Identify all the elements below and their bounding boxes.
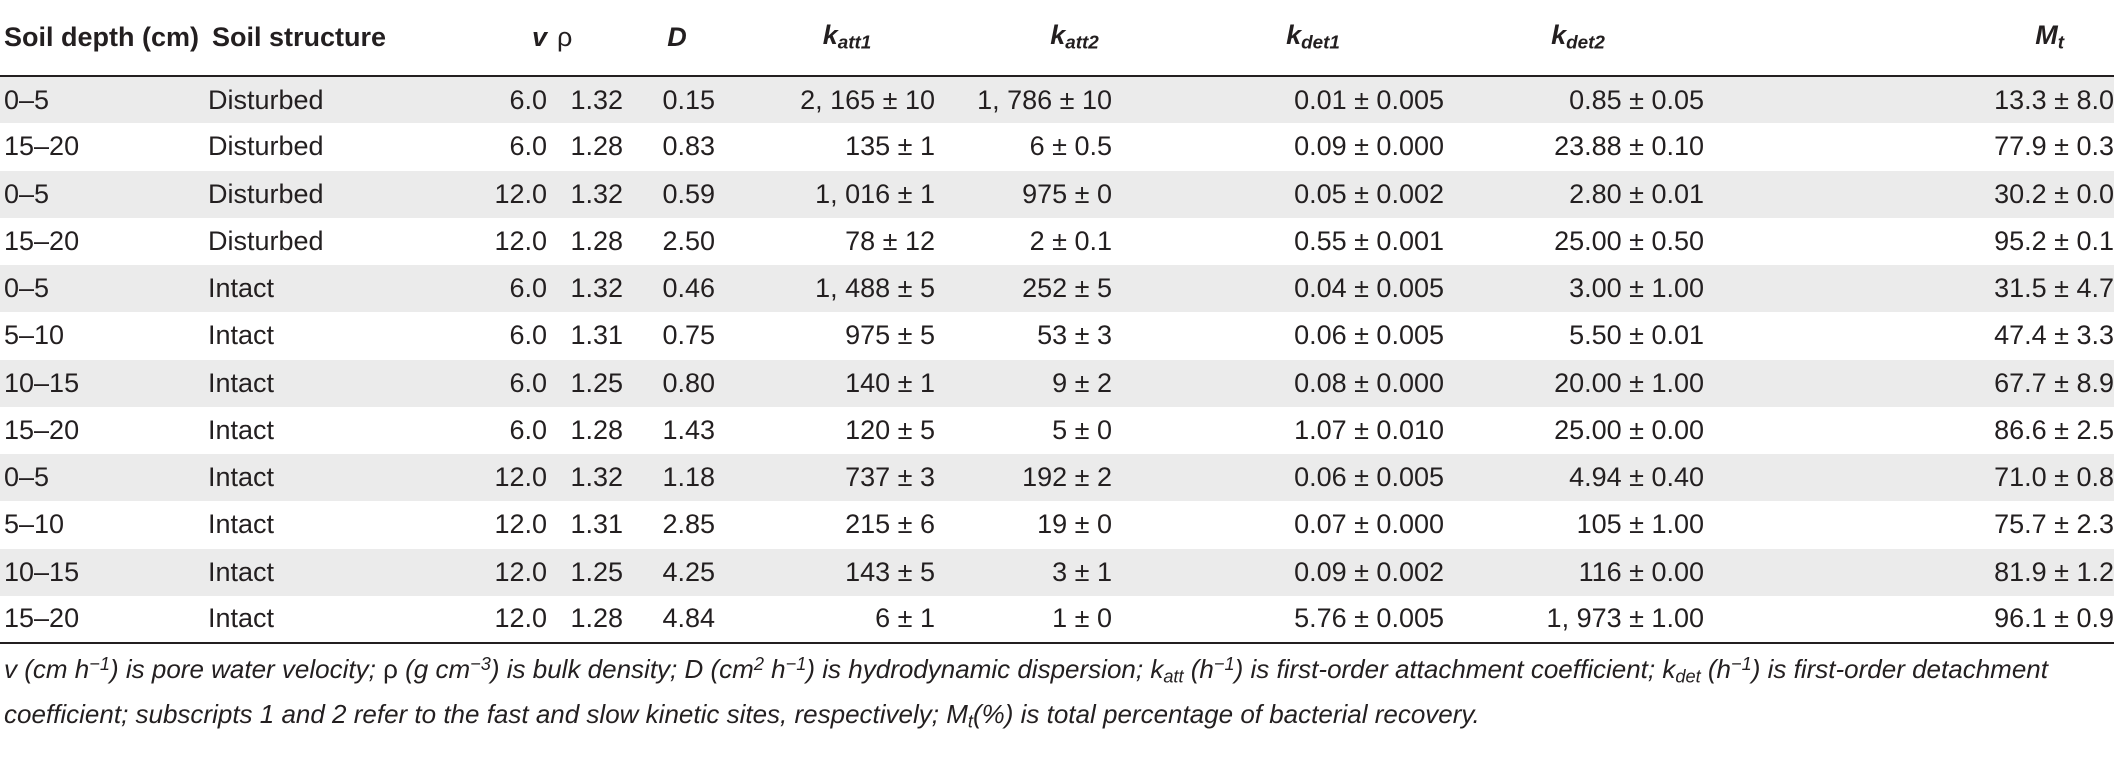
cell-rho: 1.32 [570,84,623,115]
cell-katt2: 19 ± 0 [1037,509,1112,540]
cell-structure: Intact [208,320,275,351]
col-header-katt1 [727,0,967,76]
footnote-d-exp2: −1 [785,654,807,674]
cell-Mt: 86.6 ± 2.5 [1994,414,2114,445]
cell-kdet2: 25.00 ± 0.50 [1554,225,1704,256]
cell-v: 6.0 [509,131,547,162]
cell-depth: 5–10 [4,509,65,540]
col-header-kdet2-sub: det2 [1566,32,1605,54]
cell-structure: Disturbed [208,178,324,209]
col-header-kdet1-base: k [1286,20,1302,51]
cell-kdet1: 0.06 ± 0.005 [1294,320,1444,351]
header-row [0,0,2114,76]
footnote-d-unit: (cm [703,654,754,685]
cell-v: 12.0 [494,178,547,209]
footnote-rho-unit: (g cm [397,654,471,685]
cell-depth: 10–15 [4,367,80,398]
cell-D: 0.59 [662,178,715,209]
cell-kdet1: 0.06 ± 0.005 [1294,462,1444,493]
table-row [0,501,2114,548]
cell-kdet1: 0.04 ± 0.005 [1294,273,1444,304]
cell-katt2: 192 ± 2 [1022,462,1112,493]
cell-katt1: 975 ± 5 [845,320,935,351]
cell-Mt: 75.7 ± 2.3 [1994,509,2114,540]
cell-Mt: 67.7 ± 8.9 [1994,367,2114,398]
cell-katt2: 3 ± 1 [1052,556,1112,587]
cell-kdet2: 116 ± 0.00 [1578,556,1704,587]
col-header-kdet1-sub: det1 [1301,32,1340,54]
cell-katt1: 140 ± 1 [845,367,935,398]
cell-katt1: 78 ± 12 [845,225,935,256]
cell-rho: 1.31 [570,320,623,351]
cell-D: 4.84 [627,596,727,643]
table-row [0,265,2114,312]
cell-depth: 10–15 [4,556,80,587]
col-header-katt1-base: k [822,20,838,51]
table-row [0,171,2114,218]
cell-depth: 5–10 [4,320,65,351]
cell-katt2: 9 ± 2 [1052,367,1112,398]
cell-v: 12.0 [494,225,547,256]
col-header-dispersion-text: D [667,22,687,52]
footnote-rho-desc: ) is bulk density; [490,654,685,685]
cell-depth: 0–5 [4,273,50,304]
cell-rho: 1.28 [570,131,623,162]
cell-depth: 15–20 [0,596,208,643]
col-header-density-text: ρ [557,22,573,52]
cell-kdet2: 105 ± 1.00 [1576,509,1704,540]
col-header-recovery-base: M [2035,20,2058,51]
col-header-kdet2 [1444,0,1712,76]
footnote-katt-base: k [1150,654,1164,685]
cell-rho: 1.32 [570,273,623,304]
cell-katt2: 6 ± 0.5 [1029,131,1112,162]
cell-D: 1.43 [662,414,715,445]
footnote-kdet-unit: (h [1700,654,1731,685]
cell-depth: 15–20 [4,225,80,256]
cell-Mt: 95.2 ± 0.1 [1994,225,2114,256]
col-header-structure: Soil structure [208,0,378,76]
table-row [0,360,2114,407]
col-header-recovery [1712,0,2114,76]
cell-Mt: 30.2 ± 0.0 [1994,178,2114,209]
cell-Mt: 31.5 ± 4.7 [1994,273,2114,304]
table-row [0,218,2114,265]
col-header-katt2-base: k [1050,20,1066,51]
cell-depth: 0–5 [4,178,50,209]
cell-kdet2: 25.00 ± 0.00 [1554,414,1704,445]
cell-v: 6.0 [509,367,547,398]
cell-kdet1: 0.55 ± 0.001 [1294,225,1444,256]
cell-structure: Intact [208,596,378,643]
cell-kdet1: 0.09 ± 0.002 [1294,556,1444,587]
col-header-density [547,0,627,76]
cell-kdet1: 5.76 ± 0.005 [1182,596,1444,643]
footnote-kdet-exp: −1 [1731,654,1752,674]
cell-rho: 1.32 [570,178,623,209]
cell-rho: 1.25 [570,556,623,587]
cell-Mt: 47.4 ± 3.3 [1994,320,2114,351]
cell-D: 0.83 [662,131,715,162]
footnote-v-desc: ) is pore water velocity; [109,654,384,685]
cell-katt1: 143 ± 5 [845,556,935,587]
cell-kdet2: 2.80 ± 0.01 [1569,178,1704,209]
cell-structure: Disturbed [208,84,324,115]
cell-Mt: 96.1 ± 0.9 [1712,596,2114,643]
cell-katt2: 2 ± 0.1 [1029,225,1112,256]
cell-v: 6.0 [509,414,547,445]
cell-structure: Intact [208,367,275,398]
cell-kdet2: 5.50 ± 0.01 [1569,320,1704,351]
col-header-katt2-sub: att2 [1065,32,1099,54]
table-row [0,549,2114,596]
cell-kdet2: 23.88 ± 0.10 [1554,131,1704,162]
cell-rho: 1.28 [547,596,627,643]
cell-v: 12.0 [494,462,547,493]
table-row [0,123,2114,170]
cell-katt2: 5 ± 0 [1052,414,1112,445]
col-header-katt1-sub: att1 [837,32,872,54]
cell-structure: Intact [208,556,275,587]
cell-structure: Intact [208,462,275,493]
cell-D: 0.75 [662,320,715,351]
cell-v: 12.0 [494,509,547,540]
footnote-rho-symbol: ρ [383,654,398,685]
cell-katt2: 1 ± 0 [967,596,1182,643]
cell-katt1: 215 ± 6 [845,509,935,540]
table-row [0,76,2114,123]
cell-kdet2: 20.00 ± 1.00 [1554,367,1704,398]
footnote-d-desc: ) is hydrodynamic dispersion; [806,654,1151,685]
cell-depth: 0–5 [4,462,50,493]
cell-Mt: 13.3 ± 8.0 [1994,84,2114,115]
cell-katt2: 252 ± 5 [1022,273,1112,304]
col-header-velocity-text: v [531,22,547,52]
cell-depth: 0–5 [4,84,50,115]
cell-katt1: 2, 165 ± 10 [800,84,935,115]
table-row [0,596,2114,643]
cell-kdet1: 1.07 ± 0.010 [1294,414,1444,445]
cell-kdet1: 0.01 ± 0.005 [1294,84,1444,115]
cell-D: 2.50 [662,225,715,256]
cell-Mt: 77.9 ± 0.3 [1994,131,2114,162]
footnote-katt-desc: ) is first-order attachment coefficient; [1234,654,1663,685]
cell-kdet2: 0.85 ± 0.05 [1569,84,1704,115]
footnote-v-symbol: v [4,654,17,685]
cell-rho: 1.31 [570,509,623,540]
cell-kdet1: 0.09 ± 0.000 [1294,131,1444,162]
cell-D: 0.15 [662,84,715,115]
cell-rho: 1.28 [570,225,623,256]
cell-katt1: 1, 488 ± 5 [815,273,935,304]
footnote-d-symbol: D [684,654,704,685]
cell-D: 2.85 [662,509,715,540]
cell-katt1: 1, 016 ± 1 [815,178,935,209]
footnote-v-exp: −1 [89,654,110,674]
footnote-kdet-desc: ) is first-order detachment coefficient; subscripts 1 and 2 refer to the fast and slow kinetic sites, respectively; [4,654,2048,729]
footnote-rho-exp: −3 [470,654,491,674]
cell-katt1: 6 ± 1 [727,596,967,643]
cell-rho: 1.32 [570,462,623,493]
table-row [0,454,2114,501]
col-header-velocity [378,0,547,76]
col-header-dispersion [627,0,727,76]
table-row [0,407,2114,454]
footnote-katt-sub: att [1163,666,1184,687]
cell-D: 0.80 [662,367,715,398]
cell-structure: Intact [208,509,275,540]
cell-katt1: 120 ± 5 [845,414,935,445]
cell-kdet2: 4.94 ± 0.40 [1569,462,1704,493]
cell-rho: 1.25 [570,367,623,398]
cell-rho: 1.28 [570,414,623,445]
cell-kdet1: 0.07 ± 0.000 [1294,509,1444,540]
footnote-d-unit-mid: h [763,654,786,685]
footnote-katt-unit: (h [1183,654,1214,685]
table-footnote [4,646,2110,740]
footnote-mt-sub: t [967,711,973,732]
table-row [0,312,2114,359]
cell-structure: Intact [208,414,275,445]
cell-structure: Disturbed [208,131,324,162]
cell-D: 1.18 [662,462,715,493]
cell-kdet1: 0.05 ± 0.002 [1294,178,1444,209]
col-header-kdet2-base: k [1551,20,1567,51]
cell-depth: 15–20 [4,414,80,445]
cell-structure: Intact [208,273,275,304]
cell-v: 12.0 [494,556,547,587]
cell-Mt: 71.0 ± 0.8 [1994,462,2114,493]
cell-v: 12.0 [378,596,547,643]
cell-kdet2: 1, 973 ± 1.00 [1444,596,1712,643]
cell-katt1: 737 ± 3 [845,462,935,493]
footnote-kdet-base: k [1662,654,1676,685]
table-body [0,76,2114,643]
cell-D: 0.46 [662,273,715,304]
cell-katt2: 1, 786 ± 10 [977,84,1112,115]
col-header-depth: Soil depth (cm) [0,0,208,76]
footnote-mt-base: M [946,698,968,729]
cell-depth: 15–20 [4,131,80,162]
footnote-katt-exp: −1 [1213,654,1235,674]
cell-v: 6.0 [509,273,547,304]
cell-katt1: 135 ± 1 [845,131,935,162]
cell-katt2: 53 ± 3 [1037,320,1112,351]
col-header-katt2 [967,0,1182,76]
col-header-recovery-sub: t [2057,32,2064,54]
cell-katt2: 975 ± 0 [1022,178,1112,209]
cell-kdet1: 0.08 ± 0.000 [1294,367,1444,398]
cell-kdet2: 3.00 ± 1.00 [1569,273,1704,304]
footnote-v-unit: (cm h [17,654,90,685]
cell-v: 6.0 [509,320,547,351]
col-header-kdet1 [1182,0,1444,76]
cell-D: 4.25 [662,556,715,587]
cell-v: 6.0 [509,84,547,115]
cell-structure: Disturbed [208,225,324,256]
footnote-d-exp1: 2 [753,654,764,674]
footnote-mt-desc: (%) is total percentage of bacterial recovery. [972,698,1480,729]
footnote-kdet-sub: det [1675,666,1701,687]
cell-Mt: 81.9 ± 1.2 [1994,556,2114,587]
